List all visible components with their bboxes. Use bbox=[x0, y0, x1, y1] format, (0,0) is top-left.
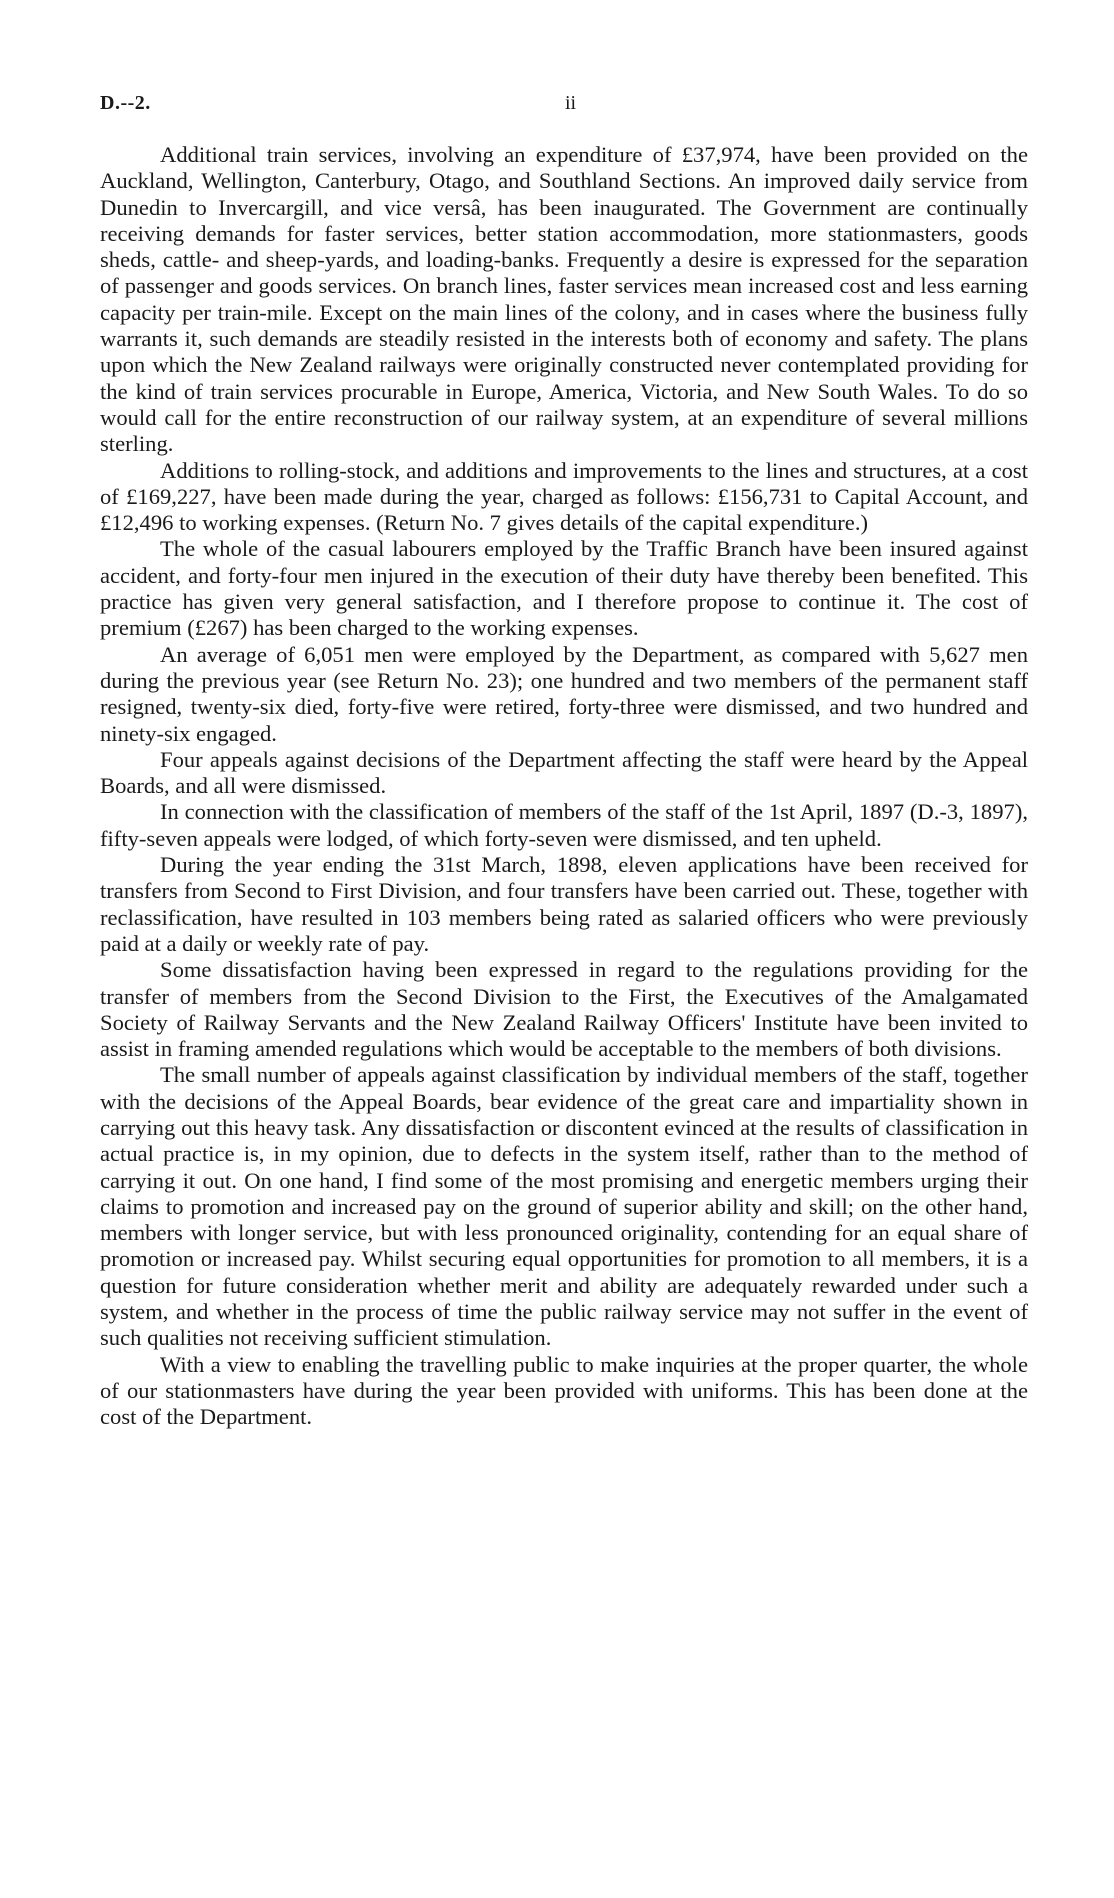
paragraph: In connection with the classification of members of the staff of the 1st April, 1897 (D.-3, 1897), fifty-seven appeals were lodged, of which forty-seven were dismissed, and ten upheld. bbox=[100, 799, 1028, 851]
paragraph: Additional train services, involving an expenditure of £37,974, have been provided on the Auckland, Wellington, Canterbury, Otago, and Southland Sections. An improved daily service from Dunedin to Invercargill, and vice versâ, has been inaugurated. The Government are continually receiving demands for faster services, better station accommodation, more stationmasters, goods sheds, cattle- and sheep-yards, and loading-banks. Frequently a desire is expressed for the separation of passenger and goods services. On branch lines, faster services mean increased cost and less earning capacity per train-mile. Except on the main lines of the colony, and in cases where the business fully warrants it, such demands are steadily resisted in the interests both of economy and safety. The plans upon which the New Zealand railways were originally constructed never contemplated providing for the kind of train services procurable in Europe, America, Victoria, and New South Wales. To do so would call for the entire reconstruction of our railway system, at an expenditure of several millions sterling. bbox=[100, 142, 1028, 457]
paragraph: Some dissatisfaction having been expressed in regard to the regulations providing for the transfer of members from the Second Division to the First, the Executives of the Amalgamated Society of Railway Servants and the New Zealand Railway Officers' Institute have been invited to assist in framing amended regulations which would be acceptable to the members of both divisions. bbox=[100, 957, 1028, 1062]
paragraph: The small number of appeals against classification by individual members of the staff, together with the decisions of the Appeal Boards, bear evidence of the great care and impartiality shown in carrying out this heavy task. Any dissatisfaction or discontent evinced at the results of classification in actual practice is, in my opinion, due to defects in the system itself, rather than to the method of carrying it out. On one hand, I find some of the most promising and energetic members urging their claims to promotion and increased pay on the ground of superior ability and skill; on the other hand, members with longer service, but with less pronounced originality, contending for an equal share of promotion or increased pay. Whilst securing equal opportunities for promotion to all members, it is a question for future consideration whether merit and ability are adequately rewarded under such a system, and whether in the process of time the public railway service may not suffer in the event of such qualities not receiving sufficient stimulation. bbox=[100, 1062, 1028, 1351]
paragraph: An average of 6,051 men were employed by the Department, as compared with 5,627 men during the previous year (see Return No. 23); one hundred and two members of the permanent staff resigned, twenty-six died, forty-five were retired, forty-three were dismissed, and two hundred and ninety-six engaged. bbox=[100, 641, 1028, 746]
paragraph: During the year ending the 31st March, 1898, eleven applications have been received for transfers from Second to First Division, and four transfers have been carried out. These, together with reclassification, have resulted in 103 members being rated as salaried officers who were previously paid at a daily or weekly rate of pay. bbox=[100, 852, 1028, 956]
page-header bbox=[100, 92, 1028, 122]
page-number: ii bbox=[565, 92, 577, 114]
paragraph: Four appeals against decisions of the Department affecting the staff were heard by the Appeal Boards, and all were dismissed. bbox=[100, 746, 1028, 799]
paragraph: With a view to enabling the travelling public to make inquiries at the proper quarter, the whole of our stationmasters have during the year been provided with uniforms. This has been done at the cost of the Department. bbox=[100, 1351, 1028, 1430]
body-text bbox=[100, 142, 1028, 1431]
paragraph: Additions to rolling-stock, and additions and improvements to the lines and structures, at a cost of £169,227, have been made during the year, charged as follows: £156,731 to Capital Account, and £12,496 to working expenses. (Return No. 7 gives details of the capital expenditure.) bbox=[100, 457, 1028, 536]
paragraph: The whole of the casual labourers employed by the Traffic Branch have been insured against accident, and forty-four men injured in the execution of their duty have thereby been benefited. This practice has given very general satisfaction, and I therefore propose to continue it. The cost of premium (£267) has been charged to the working expenses. bbox=[100, 536, 1028, 641]
document-id: D.--2. bbox=[100, 92, 151, 114]
